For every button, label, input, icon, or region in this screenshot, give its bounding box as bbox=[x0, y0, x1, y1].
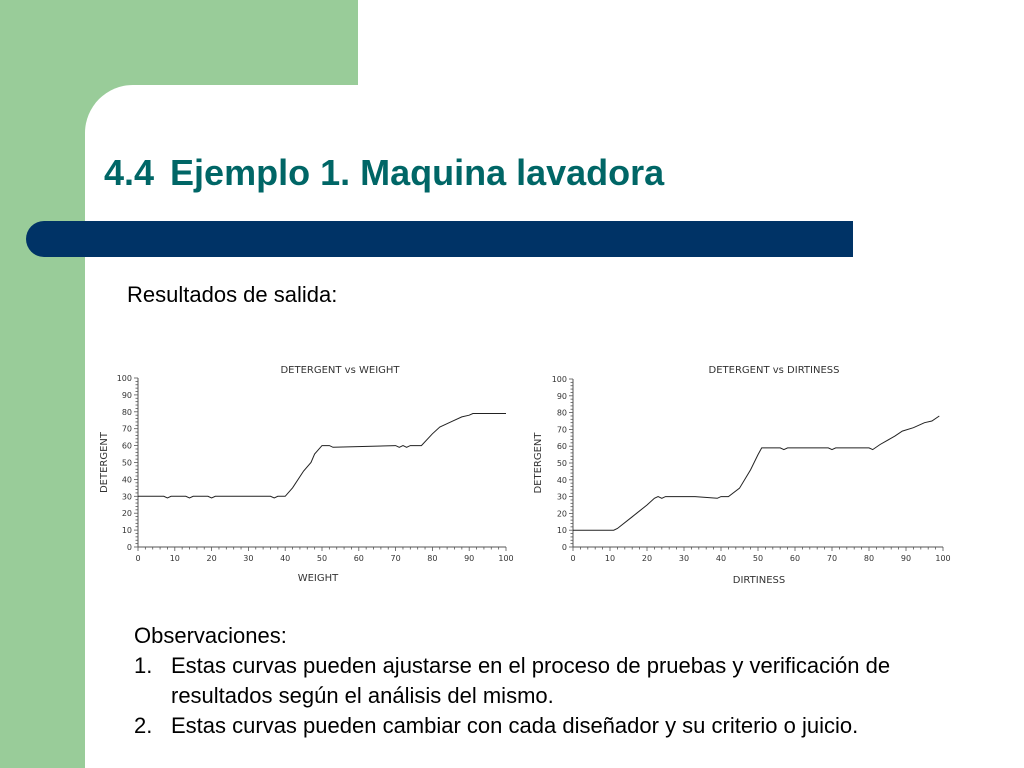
x-tick-label: 0 bbox=[135, 554, 141, 563]
x-tick-label: 50 bbox=[316, 554, 328, 563]
x-tick-label: 10 bbox=[169, 554, 180, 563]
y-tick-label: 0 bbox=[561, 543, 567, 552]
y-tick-label: 20 bbox=[121, 509, 132, 519]
observations-heading: Observaciones: bbox=[134, 623, 287, 648]
series-line bbox=[138, 414, 506, 499]
y-tick-label: 50 bbox=[121, 458, 132, 468]
y-tick-label: 0 bbox=[126, 543, 132, 552]
y-tick-label: 70 bbox=[556, 425, 567, 435]
y-axis-label: DETERGENT bbox=[99, 431, 110, 494]
y-tick-label: 20 bbox=[556, 509, 567, 519]
chart-title: DETERGENT vs WEIGHT bbox=[280, 365, 400, 376]
x-tick-label: 90 bbox=[464, 554, 475, 563]
observation-item bbox=[134, 651, 976, 711]
x-tick-label: 80 bbox=[427, 554, 438, 563]
x-tick-label: 30 bbox=[243, 554, 254, 563]
x-tick-label: 60 bbox=[789, 554, 801, 563]
x-tick-label: 20 bbox=[206, 554, 217, 563]
x-tick-label: 40 bbox=[715, 554, 727, 563]
y-tick-label: 40 bbox=[121, 475, 132, 485]
observation-number: 1. bbox=[134, 653, 153, 678]
y-tick-label: 30 bbox=[121, 492, 132, 502]
observation-text: Estas curvas pueden ajustarse en el proceso de pruebas y verificación de resultados según el análisis del mismo. bbox=[171, 653, 891, 708]
title-underline-bar bbox=[26, 221, 853, 257]
x-tick-label: 70 bbox=[390, 554, 401, 563]
slide-title-number: 4.4 bbox=[104, 152, 155, 193]
chart-detergent-vs-weight bbox=[96, 356, 516, 588]
x-tick-label: 50 bbox=[752, 554, 764, 563]
y-tick-label: 80 bbox=[121, 407, 132, 417]
x-tick-label: 60 bbox=[353, 554, 364, 563]
y-tick-label: 100 bbox=[116, 374, 132, 383]
observation-number: 2. bbox=[134, 713, 153, 738]
y-tick-label: 40 bbox=[556, 475, 567, 485]
y-tick-label: 90 bbox=[121, 390, 132, 400]
x-tick-label: 100 bbox=[498, 554, 514, 563]
observation-text: Estas curvas pueden cambiar con cada diseñador y su criterio o juicio. bbox=[171, 713, 859, 738]
x-tick-label: 40 bbox=[280, 554, 291, 563]
x-tick-label: 80 bbox=[863, 554, 875, 563]
x-tick-label: 0 bbox=[570, 554, 576, 563]
x-axis-label: WEIGHT bbox=[297, 573, 339, 584]
slide-title-text: Ejemplo 1. Maquina lavadora bbox=[170, 152, 665, 193]
series-line bbox=[573, 416, 939, 530]
y-tick-label: 90 bbox=[556, 391, 567, 401]
y-tick-label: 50 bbox=[556, 459, 567, 468]
y-tick-label: 30 bbox=[556, 492, 567, 502]
slide-title bbox=[104, 152, 664, 194]
y-tick-label: 10 bbox=[121, 526, 132, 536]
chart-detergent-vs-dirtiness bbox=[524, 358, 964, 590]
x-axis-label: DIRTINESS bbox=[732, 575, 786, 586]
y-tick-label: 60 bbox=[556, 442, 567, 452]
y-tick-label: 100 bbox=[551, 375, 567, 384]
y-tick-label: 60 bbox=[121, 441, 132, 451]
x-tick-label: 30 bbox=[678, 554, 690, 563]
x-tick-label: 90 bbox=[900, 554, 912, 563]
x-tick-label: 70 bbox=[826, 554, 838, 563]
y-tick-label: 80 bbox=[556, 408, 567, 418]
results-subtitle: Resultados de salida: bbox=[127, 282, 338, 307]
x-tick-label: 20 bbox=[641, 554, 653, 563]
chart-title: DETERGENT vs DIRTINESS bbox=[708, 365, 840, 376]
observations bbox=[134, 621, 976, 741]
x-tick-label: 100 bbox=[935, 554, 951, 563]
y-tick-label: 70 bbox=[121, 424, 132, 434]
y-axis-label: DETERGENT bbox=[533, 432, 544, 494]
y-tick-label: 10 bbox=[556, 526, 567, 536]
x-tick-label: 10 bbox=[604, 554, 616, 563]
observation-item bbox=[134, 711, 976, 741]
